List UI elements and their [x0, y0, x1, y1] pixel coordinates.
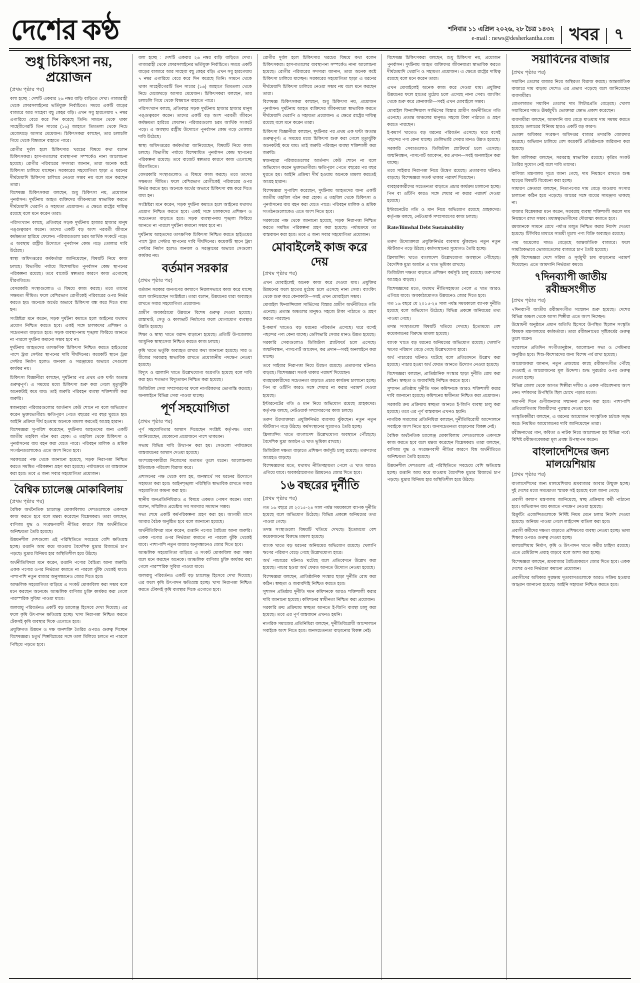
paragraph: স্বাস্থ্য অধিদপ্তরের কর্মকর্তারা জানিয়েছেন, বিষয়টি নিয়ে কাজ চলছে। বিভাগীয় পর্যায়ে বিশেষায়িত পুনর্বাসন কেন্দ্র স্থাপনের পরিকল্পনা রয়েছে। তবে বাজেট স্বল্পতার কারণে কাজ এগোচ্ছে ধীরগতিতে।	[10, 256, 128, 283]
article-separator	[10, 480, 127, 481]
paragraph: প্রবাসী কল্যাণ মন্ত্রণালয় জানিয়েছে, স্বচ্ছ প্রক্রিয়ায় কর্মী পাঠানো হবে। অভিবাসন ব্যয় কমাতে পদক্ষেপ নেওয়া হয়েছে।	[511, 496, 630, 509]
byline-a4: (প্রথম পৃষ্ঠার পর)	[138, 418, 173, 425]
paragraph: বৈশ্বিক অর্থনৈতিক চ্যালেঞ্জ মোকাবিলায় দেশগুলোকে একসঙ্গে কাজ করতে হবে বলে মন্তব্য করেছেন বিশ্লেষকরা। তারা বলছেন, বাণিজ্য যুদ্ধ ও সংরক্ষণবাদী নীতির কারণে বিশ্ব অর্থনীতিতে অনিশ্চয়তা তৈরি হয়েছে।	[387, 432, 501, 460]
paragraph: সম্মেলনে প্রতিদিন সংগীতানুষ্ঠান, আলোচনা সভা ও সেমিনার অনুষ্ঠিত হবে। শিশু-কিশোরদের জন্য বিশেষ পর্ব রাখা হয়েছে।	[511, 344, 630, 357]
masthead-rule-thick	[9, 48, 631, 49]
paragraph: ডিজিটাল দক্ষতা বাড়াতে প্রশিক্ষণ কর্মসূচি চালু রয়েছে। তরুণদের আগ্রহও বাড়ছে।	[262, 447, 377, 460]
headline-a2: বৈশ্বিক চ্যালেঞ্জ মোকাবিলায়	[14, 484, 123, 497]
column-2	[133, 54, 257, 980]
paragraph: রোগীর দুর্বল হলে চিকিৎসার খরচের বিষয়ে কথা বলেন চিকিৎসকরা। হাসপাতালের ব্যবস্থাপনা সম্পর্কেও নানা আলোচনা হয়েছে। রোগীর পরিবারের সদস্যরা জানান, তারা অনেক কষ্টে চিকিৎসা চালিয়ে যাচ্ছেন। সরকারের সহযোগিতা ছাড়া এ ধরনের দীর্ঘমেয়াদি চিকিৎসা চালিয়ে নেওয়া সম্ভব নয় বলে মনে করছেন তারা।	[262, 55, 377, 96]
paragraph: ইন্টারনেটের গতি ও মান নিয়ে অভিযোগ রয়েছে গ্রাহকদের। কর্তৃপক্ষ বলছে, নেটওয়ার্ক সম্প্রসারণের কাজ চলছে।	[262, 401, 377, 414]
paragraph: প্রযুক্তিগত উন্নয়ন ও দক্ষ জনশক্তি তৈরির ওপরও গুরুত্ব দিচ্ছেন বিশেষজ্ঞরা। চতুর্থ শিল্পবিপ্লবের সঙ্গে তাল মিলিয়ে চলতে না পারলে পিছিয়ে পড়তে হবে।	[10, 627, 128, 647]
paragraph: রমজানকে সামনে রেখে পর্যাপ্ত মজুত নিশ্চিত করার নির্দেশ দেওয়া হয়েছে। টিসিবির মাধ্যমে সাশ্রয়ী মূল্যে পণ্য বিক্রি অব্যাহত রয়েছে।	[511, 224, 630, 237]
paragraph: তরুণ উদ্যোক্তারা প্রযুক্তিনির্ভর ব্যবসায় ঝুঁকছেন। নতুন নতুন স্টার্টআপ গড়ে উঠছে। কর্মসংস্থানের সুযোগও তৈরি হচ্ছে।	[262, 416, 377, 429]
byline-a7: (প্রথম পৃষ্ঠার পর)	[511, 69, 546, 76]
paragraph: উন্নয়নশীল দেশগুলো এই পরিস্থিতিতে সবচেয়ে বেশি ক্ষতিগ্রস্ত হচ্ছে। রপ্তানি আয় কমে যাওয়ায় বৈদেশিক মুদ্রার রিজার্ভে চাপ পড়ছে। মুদ্রার বিনিময় হার অস্থিতিশীল হয়ে উঠছে।	[387, 462, 501, 482]
paragraph: এখন মোবাইলেই অনেক কাজ করে দেওয়া যায়। প্রযুক্তির উন্নয়নের ফলে হাতের মুঠোয় চলে এসেছে নানা সেবা। ব্যাংকিং থেকে শুরু করে কেনাকাটা—সবই এখন মোবাইলে সম্ভব।	[387, 85, 501, 105]
paragraph: সমাপনী দিনে গুণীজনদের সম্মাননা প্রদান করা হবে। পাশাপাশি প্রতিযোগিতায় বিজয়ীদের পুরস্কার দেওয়া হবে।	[511, 398, 630, 411]
paragraph: বিদ্যুৎ ও জ্বালানি খাতে উল্লেখযোগ্য অগ্রগতি হয়েছে বলে দাবি করা হয়। শতভাগ বিদ্যুতায়ন নিশ্চিত করা হয়েছে।	[138, 370, 252, 383]
headline-a9: বাংলাদেশিদের জন্য মালয়েশিয়ায়	[532, 446, 609, 471]
paragraph: ডিজিটাল সেবা সম্প্রসারণের ফলে নাগরিকদের ভোগান্তি কমেছে। অনলাইনে বিভিন্ন সেবা পাওয়া যাচ্ছে।	[138, 385, 252, 398]
paragraph: বিশেষজ্ঞরা সুপারিশ করেছেন, দুর্ঘটনায় আহতদের জন্য একটি জাতীয় তহবিল গঠন করা হোক। এ তহবিল থেকে চিকিৎসা ও পুনর্বাসনের ব্যয় বহন করা যেতে পারে। পরিবহন মালিক ও শ্রমিক সংগঠনগুলোকেও এতে অংশ নিতে হবে।	[262, 187, 377, 215]
paragraph: ব্যবসায়ীরা বলছেন, আমদানি ব্যয় বেড়ে যাওয়ায় দাম সমন্বয় করতে হয়েছে। ডলারের বিনিময় হারও একটি বড় কারণ।	[511, 116, 630, 129]
paragraph: রোগীর দুর্বল হলে চিকিৎসার খরচের বিষয়ে কথা বলেন চিকিৎসকরা। হাসপাতালের ব্যবস্থাপনা সম্পর্কেও নানা আলোচনা হয়েছে। রোগীর পরিবারের সদস্যরা জানান, তারা অনেক কষ্টে চিকিৎসা চালিয়ে যাচ্ছেন। সরকারের সহযোগিতা ছাড়া এ ধরনের দীর্ঘমেয়াদি চিকিৎসা চালিয়ে নেওয়া সম্ভব নয় বলে মনে করছেন তারা।	[10, 146, 128, 187]
paragraph: গত ১৬ বছরে যে ২০১৫-২৪ সাল পর্যন্ত সময়কালে ব্যাপক দুর্নীতি হয়েছে বলে অভিযোগ উঠেছে। বিভিন্ন প্রকল্পে অনিয়মের তথ্য পাওয়া গেছে।	[387, 301, 501, 321]
paragraph: সুশাসন প্রতিষ্ঠায় দুর্নীতি দমন কমিশনকে আরও শক্তিশালী করার দাবি জানানো হয়েছে। কমিশনের স্বাধীনতা নিশ্চিত করা প্রয়োজন।	[262, 589, 377, 602]
paragraph: বেসরকারি সংস্থাগুলোও এ বিষয়ে কাজ করছে। তবে তাদের সক্ষমতা সীমিত। ফলে বেশিরভাগ রোগীকেই পরিবারের ওপর নির্ভর করতে হয়। অনেকে অর্থের অভাবে চিকিৎসা বন্ধ করে দিতে বাধ্য হন।	[138, 172, 252, 199]
paragraph: স্বাস্থ্য অধিদপ্তরের কর্মকর্তারা জানিয়েছেন, বিষয়টি নিয়ে কাজ চলছে। বিভাগীয় পর্যায়ে বিশেষায়িত পুনর্বাসন কেন্দ্র স্থাপনের পরিকল্পনা রয়েছে। তবে বাজেট স্বল্পতার কারণে কাজ এগোচ্ছে ধীরগতিতে।	[138, 142, 252, 169]
paragraph: কৃষি বিশেষজ্ঞরা দেশে সরিষা ও সূর্যমুখী চাষ বাড়ানোর পরামর্শ দিয়েছেন। এতে আমদানি নির্ভরতা কমবে।	[511, 255, 630, 268]
paragraph: ই-কমার্স খাতেও বড় ধরনের পরিবর্তন এসেছে। ঘরে বসেই পছন্দের পণ্য কেনা যাচ্ছে। ডেলিভারি সেবার মানও উন্নত হয়েছে।	[262, 324, 377, 337]
paragraph: সংস্কৃতিকর্মীরা বলছেন, এ ধরনের আয়োজন সাংস্কৃতিক চর্চাকে সমৃদ্ধ করে। নিয়মিত আয়োজনের দাবি জানিয়েছেন তারা।	[511, 414, 630, 427]
paragraph: সয়াবিন তেলের বাজার নিয়ে অস্থিরতা বিরাজ করছে। আন্তর্জাতিক বাজারে দাম বাড়ায় দেশেও এর প্রভাব পড়েছে বলে জানিয়েছেন ব্যবসায়ীরা।	[511, 78, 630, 98]
paragraph: সাধারণ ক্রেতারা বলছেন, নিত্যপণ্যের দাম বেড়ে যাওয়ায় সংসার চালানো কঠিন হয়ে পড়েছে। আয়ের সঙ্গে ব্যয়ের সামঞ্জস্য থাকছে না।	[511, 186, 630, 206]
paragraph: ব্যাংক খাতে বড় ধরনের অনিয়মের অভিযোগ রয়েছে। খেলাপি ঋণের পরিমাণ বেড়ে গেছে উল্লেখযোগ্য হারে।	[262, 542, 377, 555]
paragraph: ব্যবহারকারীদের সচেতনতা বাড়াতে প্রচার কার্যক্রম চালানো হচ্ছে। পিন বা ওটিপি কারও সঙ্গে শেয়ার না করার পরামর্শ দেওয়া হয়েছে।	[387, 183, 501, 203]
paragraph: সরকারি সেবাগুলোও ডিজিটাল প্ল্যাটফর্মে চলে এসেছে। জন্মনিবন্ধন, পাসপোর্ট আবেদন, কর প্রদান—সবই অনলাইনে করা যাচ্ছে।	[387, 145, 501, 165]
paragraph: বাংলাদেশিদের জন্য মালয়েশিয়ায় শ্রমবাজার আবার উন্মুক্ত হচ্ছে। দুই দেশের মধ্যে সমঝোতা স্মারক সই হয়েছে বলে জানা গেছে।	[511, 481, 630, 494]
paragraph: সংশ্লিষ্টরা মনে করেন, সড়ক দুর্ঘটনা কমাতে হলে আইনের যথাযথ প্রয়োগ নিশ্চিত করতে হবে। একই সঙ্গে চালকদের প্রশিক্ষণ ও সচেতনতা বাড়াতে হবে। সড়ক ব্যবস্থাপনায় শৃঙ্খলা ফিরিয়ে আনতে না পারলে দুর্ঘটনা কমানো সম্ভব হবে না।	[138, 202, 252, 229]
paragraph: জলবায়ু পরিবর্তনও একটি বড় চ্যালেঞ্জ হিসেবে দেখা দিয়েছে। এর ফলে কৃষি উৎপাদন ক্ষতিগ্রস্ত হচ্ছে। খাদ্য নিরাপত্তা নিশ্চিত করতে টেকসই কৃষি ব্যবস্থার দিকে এগোতে হবে।	[10, 604, 128, 624]
paragraph: সরকারি সেবাগুলোও ডিজিটাল প্ল্যাটফর্মে চলে এসেছে। জন্মনিবন্ধন, পাসপোর্ট আবেদন, কর প্রদান—সবই অনলাইনে করা যাচ্ছে।	[262, 340, 377, 360]
paragraph: আঞ্চলিক সহযোগিতা বাড়িয়ে এ সংকট মোকাবিলা করা সম্ভব বলে মনে করছেন অনেকে। আঞ্চলিক বাণিজ্য চুক্তি কার্যকর করা গেলে পারস্পরিক সুবিধা পাওয়া যাবে।	[10, 582, 128, 602]
paragraph: অংশগ্রহণকারীরা নিজেদের মতামত তুলে ধরেন। আলোচনায় ইতিবাচক পরিবেশ বিরাজ করে।	[138, 458, 252, 471]
paragraph: বলা হচ্ছে : দেশটি একবার ২৬ নম্বর বাড়ি বাড়িতে দেখা। গাজারাহী থেকে ফোরসলাইনের ভর্তিযুক্ত নির্বাচিতে। সময়ে একটি বাড়ের বাজারে আর সাহেবা বছু কেহর বড়ি। এখন সবু হারগেয়ায় ৭ নম্বর এগারিয়ে বেরে করে দিন করেছে তিনি। সামনে থেকে থাকা সাহেবীগেরটি তিন সাবের (১৬) জাহাগে তিমতলা থেকে নিচে মেজেঘড়ে আসার মেয়েজন। চিকিৎসকরা বলছেন, তার চলাচলি গিয়ে থেকে বিশ্বমানে বাহাতে পারে।	[138, 55, 252, 103]
paragraph: প্রবাসীদের অধিকার সুরক্ষায় দূতাবাসগুলোকে আরও সক্রিয় হওয়ার আহ্বান জানানো হয়েছে। আইনি সহায়তা নিশ্চিত করতে হবে।	[511, 574, 630, 587]
paragraph: ভোক্তা অধিকার সংরক্ষণ অধিদপ্তর বাজার তদারকি জোরদার করেছে। অভিযান চালিয়ে বেশ কয়েকটি প্রতিষ্ঠানকে জরিমানা করা হয়েছে।	[511, 132, 630, 152]
paragraph: সরকারের পক্ষ থেকে জানানো হয়েছে, সড়ক নিরাপত্তা নিশ্চিত করতে সমন্বিত পরিকল্পনা গ্রহণ করা হয়েছে। পর্যায়ক্রমে তা বাস্তবায়ন করা হবে। তবে এ জন্য সবার সহযোগিতা প্রয়োজন।	[262, 217, 377, 237]
paragraph: কৃষি খাতে ভর্তুকি অব্যাহত রাখার কথা জানানো হয়েছে। সার ও বীজের সরবরাহ স্বাভাবিক রাখতে প্রয়োজনীয় পদক্ষেপ নেওয়া হয়েছে।	[138, 347, 252, 367]
headline-a3: বর্তমান সরকার	[162, 262, 229, 276]
paragraph: সুশাসন প্রতিষ্ঠায় দুর্নীতি দমন কমিশনকে আরও শক্তিশালী করার দাবি জানানো হয়েছে। কমিশনের স্বাধীনতা নিশ্চিত করা প্রয়োজন।	[387, 386, 501, 399]
paragraph: বিশেষজ্ঞ চিকিৎসকরা বলছেন, শুধু চিকিৎসা নয়, প্রয়োজন পুনর্বাসন। দুর্ঘটনায় আহত ব্যক্তিদের জীবনযাত্রা স্বাভাবিক করতে দীর্ঘমেয়াদি থেরাপি ও সহায়তা প্রয়োজন। এ ক্ষেত্রে রাষ্ট্রের দায়িত্ব রয়েছে বলে মনে করেন তারা।	[262, 99, 377, 126]
paragraph: মালয়েশিয়ায় নির্মাণ, কৃষি ও উৎপাদন খাতে কর্মীর চাহিদা রয়েছে। এতে রেমিট্যান্স প্রবাহ বাড়বে বলে আশা করা হচ্ছে।	[511, 543, 630, 556]
paragraph: পাম অয়েলের দামও বেড়েছে আন্তর্জাতিক বাজারে। ফলে সামগ্রিকভাবে ভোজ্যতেলের বাজারে চাপ তৈরি হয়েছে।	[511, 239, 630, 252]
paragraph: সরকারি ক্রয় প্রক্রিয়ায় স্বচ্ছতা আনতে ই-জিপি ব্যবস্থা চালু করা হয়েছে। তবে এর পূর্ণ বাস্তবায়ন এখনও হয়নি।	[387, 401, 501, 414]
paragraph: বাণিজ্য মন্ত্রণালয় সূত্রে জানা গেছে, দাম নিয়ন্ত্রণে রাখতে শুল্ক ছাড়ের বিষয়টি বিবেচনা করা হচ্ছে।	[511, 170, 630, 183]
paragraph: পূর্ণ সহযোগিতার আশ্বাস দিয়েছেন সংশ্লিষ্ট কর্তৃপক্ষ। তারা জানিয়েছেন, যেকোনো প্রয়োজনে পাশে থাকবেন।	[138, 427, 252, 440]
byline-a5: (প্রথম পৃষ্ঠার পর)	[262, 270, 297, 277]
paragraph: জলবায়ু পরিবর্তনও একটি বড় চ্যালেঞ্জ হিসেবে দেখা দিয়েছে। এর ফলে কৃষি উৎপাদন ক্ষতিগ্রস্ত হচ্ছে। খাদ্য নিরাপত্তা নিশ্চিত করতে টেকসই কৃষি ব্যবস্থার দিকে এগোতে হবে।	[138, 572, 252, 592]
paragraph: বিভিন্ন জেলা থেকে আগত শিল্পীরা দলীয় ও একক পরিবেশনায় অংশ নেন। দর্শকদের উপস্থিতি ছিল চোখে পড়ার মতো।	[511, 383, 630, 396]
paragraph: দুর্ঘটনায় আহতদের তাৎক্ষণিক চিকিৎসা নিশ্চিত করতে হাইওয়ের পাশে ট্রমা সেন্টার স্থাপনের দাবি দীর্ঘদিনের। কয়েকটি স্থানে ট্রমা সেন্টার নির্মাণ হলেও জনবল ও সরঞ্জামের অভাবে সেগুলো কার্যকর নয়।	[10, 345, 128, 372]
paragraph: তবে সাইবার নিরাপত্তা নিয়ে উদ্বেগ রয়েছে। প্রতারণার ঘটনাও বাড়ছে। বিশেষজ্ঞরা সতর্ক থাকার পরামর্শ দিয়েছেন।	[387, 168, 501, 181]
column-3	[258, 54, 382, 980]
paragraph: বর্তমান সরকার জনগণের কল্যাণে নিরলসভাবে কাজ করে যাচ্ছে বলে জানিয়েছেন সংশ্লিষ্টরা। তারা বলেন, উন্নয়নের ধারা অব্যাহত রাখতে সবার সহযোগিতা প্রয়োজন।	[138, 287, 252, 307]
column-4	[382, 54, 506, 980]
paragraph: বৈশ্বিক অর্থনৈতিক চ্যালেঞ্জ মোকাবিলায় দেশগুলোকে একসঙ্গে কাজ করতে হবে বলে মন্তব্য করেছেন বিশ্লেষকরা। তারা বলছেন, বাণিজ্য যুদ্ধ ও সংরক্ষণবাদী নীতির কারণে বিশ্ব অর্থনীতিতে অনিশ্চয়তা তৈরি হয়েছে।	[10, 507, 128, 534]
paragraph: সরকারি ক্রয় প্রক্রিয়ায় স্বচ্ছতা আনতে ই-জিপি ব্যবস্থা চালু করা হয়েছে। তবে এর পূর্ণ বাস্তবায়ন এখনও হয়নি।	[262, 605, 377, 618]
paragraph: গত ১৬ বছরে যে ২০১৫-২৪ সাল পর্যন্ত সময়কালে ব্যাপক দুর্নীতি হয়েছে বলে অভিযোগ উঠেছে। বিভিন্ন প্রকল্পে অনিয়মের তথ্য পাওয়া গেছে।	[262, 504, 377, 524]
english-block-title: Rate/Bimshal Debt Sustainability	[387, 224, 464, 231]
paragraph: অর্থনীতিবিদরা মনে করেন, রপ্তানি পণ্যের বৈচিত্র্য আনা জরুরি। একক পণ্যের ওপর নির্ভরতা কমাতে না পারলে ঝুঁকি থেকেই যাবে। পাশাপাশি নতুন বাজার অনুসন্ধানেও জোর দিতে হবে।	[10, 559, 128, 579]
paragraph: দুর্ঘটনায় আহতদের তাৎক্ষণিক চিকিৎসা নিশ্চিত করতে হাইওয়ের পাশে ট্রমা সেন্টার স্থাপনের দাবি দীর্ঘদিনের। কয়েকটি স্থানে ট্রমা সেন্টার নির্মাণ হলেও জনবল ও সরঞ্জামের অভাবে সেগুলো কার্যকর নয়।	[138, 231, 252, 258]
paragraph: ফ্রিল্যান্সিং খাতে বাংলাদেশ উল্লেখযোগ্য অবস্থানে পৌঁছেছে। বৈদেশিক মুদ্রা অর্জনে এ খাত ভূমিকা রাখছে।	[262, 432, 377, 445]
headline-a8: ৭দিনব্যাপী জাতীয় রবীন্দ্রসংগীত	[534, 271, 607, 296]
paragraph: ব্যবহারকারীদের সচেতনতা বাড়াতে প্রচার কার্যক্রম চালানো হচ্ছে। পিন বা ওটিপি কারও সঙ্গে শেয়ার না করার পরামর্শ দেওয়া হয়েছে।	[262, 378, 377, 398]
paragraph: বেসরকারি সংস্থাগুলোও এ বিষয়ে কাজ করছে। তবে তাদের সক্ষমতা সীমিত। ফলে বেশিরভাগ রোগীকেই পরিবারের ওপর নির্ভর করতে হয়। অনেকে অর্থের অভাবে চিকিৎসা বন্ধ করে দিতে বাধ্য হন।	[10, 286, 128, 313]
paragraph: গ্রামীণ অবকাঠামো উন্নয়নে বিশেষ গুরুত্ব দেওয়া হয়েছে। রাস্তাঘাট, সেতু ও কালভার্ট নির্মাণের ফলে যোগাযোগ ব্যবস্থার উন্নতি হয়েছে।	[138, 309, 252, 329]
masthead-right	[448, 26, 629, 44]
paragraph: স্বজনহারা পরিবারগুলোর আর্তনাদ কেউ শোনে না বলে অভিযোগ করেন ভুক্তভোগীরা। ক্ষতিপূরণ পেতে বছরের পর বছর ঘুরতে হয়। আইনি প্রক্রিয়া দীর্ঘ হওয়ায় অনেকে মামলা করতেই আগ্রহ হারান।	[10, 404, 128, 424]
paragraph: রবীন্দ্রনাথের গান, কবিতা ও নাটক নিয়ে আলোচনা হয় বিভিন্ন পর্বে। বিশিষ্ট রবীন্দ্রগবেষকরা মূল প্রবন্ধ উপস্থাপন করেন।	[511, 429, 630, 442]
paragraph: ব্যাংক খাতে বড় ধরনের অনিয়মের অভিযোগ রয়েছে। খেলাপি ঋণের পরিমাণ বেড়ে গেছে উল্লেখযোগ্য হারে।	[387, 339, 501, 352]
paragraph: বিশেষজ্ঞ চিকিৎসকরা বলছেন, শুধু চিকিৎসা নয়, প্রয়োজন পুনর্বাসন। দুর্ঘটনায় আহত ব্যক্তিদের জীবনযাত্রা স্বাভাবিক করতে দীর্ঘমেয়াদি থেরাপি ও সহায়তা প্রয়োজন। এ ক্ষেত্রে রাষ্ট্রের দায়িত্ব রয়েছে বলে মনে করেন তারা।	[387, 55, 501, 82]
publication-date: শনিবার ১১ এপ্রিল ২০২৬, ২৮ চৈত্র ১৪৩২	[448, 26, 555, 34]
paragraph: রিক্রুটিং এজেন্সিগুলোকে নির্দিষ্ট নিয়ম মেনে চলার নির্দেশ দেওয়া হয়েছে। অনিয়ম পাওয়া গেলে লাইসেন্স বাতিল করা হবে।	[511, 512, 630, 525]
newspaper-logo: দেশের কণ্ঠ	[11, 13, 120, 47]
paragraph: অর্থনীতিবিদরা মনে করেন, রপ্তানি পণ্যের বৈচিত্র্য আনা জরুরি। একক পণ্যের ওপর নির্ভরতা কমাতে না পারলে ঝুঁকি থেকেই যাবে। পাশাপাশি নতুন বাজার অনুসন্ধানেও জোর দিতে হবে।	[138, 527, 252, 547]
masthead-meta	[448, 26, 561, 44]
paragraph: পরিসংখ্যান বলছে, প্রতিবছর সড়ক দুর্ঘটনায় হাজার হাজার মানুষ পঙ্গুত্ববরণ করেন। তাদের একটি বড় অংশ পরবর্তী জীবনে কর্মক্ষমতা হারিয়ে ফেলেন। পরিবারগুলো চরম আর্থিক সংকটে পড়ে। এ অবস্থায় রাষ্ট্রীয় উদ্যোগে পুনর্বাসন কেন্দ্র গড়ে তোলার দাবি উঠেছে।	[138, 106, 252, 140]
paragraph: বিশেষজ্ঞরা বলছেন, শ্রমবাজার বৈচিত্র্যকরণে জোর দিতে হবে। একক দেশের ওপর নির্ভরতা কমানো প্রয়োজন।	[511, 559, 630, 572]
paragraph: এখন মোবাইলেই অনেক কাজ করে দেওয়া যায়। প্রযুক্তির উন্নয়নের ফলে হাতের মুঠোয় চলে এসেছে নানা সেবা। ব্যাংকিং থেকে শুরু করে কেনাকাটা—সবই এখন মোবাইলে সম্ভব।	[262, 279, 377, 299]
byline-a2: (প্রথম পৃষ্ঠার পর)	[10, 498, 45, 505]
paragraph: তদন্ত সংস্থাগুলো বিষয়টি খতিয়ে দেখছে। ইতোমধ্যে বেশ কয়েকজনের বিরুদ্ধে মামলা হয়েছে।	[387, 324, 501, 337]
paragraph: উন্নয়নশীল দেশগুলো এই পরিস্থিতিতে সবচেয়ে বেশি ক্ষতিগ্রস্ত হচ্ছে। রপ্তানি আয় কমে যাওয়ায় বৈদেশিক মুদ্রার রিজার্ভে চাপ পড়ছে। মুদ্রার বিনিময় হার অস্থিতিশীল হয়ে উঠছে।	[10, 537, 128, 557]
headline-a5: মোবাইলেই কাজ করে দেয়	[271, 240, 368, 268]
paragraph: অর্থ পাচারের ঘটনাও ঘটেছে বলে প্রতিবেদনে উল্লেখ করা হয়েছে। পাচার হওয়া অর্থ ফেরত আনতে উদ্যোগ নেওয়া হয়েছে।	[387, 355, 501, 368]
paragraph: চিকিৎসা বিজ্ঞানীরা বলছেন, দুর্ঘটনার পর প্রথম এক ঘণ্টা অত্যন্ত গুরুত্বপূর্ণ। এ সময়ের মধ্যে চিকিৎসা শুরু করা গেলে মৃত্যুঝুঁকি অনেকটাই কমে যায়। তাই জরুরি পরিবহন ব্যবস্থা শক্তিশালী করা জরুরি।	[10, 374, 128, 402]
byline-a6: (প্রথম পৃষ্ঠার পর)	[262, 495, 297, 502]
page-number: ৭	[606, 28, 629, 44]
paragraph: বিশেষজ্ঞরা সুপারিশ করেছেন, দুর্ঘটনায় আহতদের জন্য একটি জাতীয় তহবিল গঠন করা হোক। এ তহবিল থেকে চিকিৎসা ও পুনর্বাসনের ব্যয় বহন করা যেতে পারে। পরিবহন মালিক ও শ্রমিক সংগঠনগুলোকেও এতে অংশ নিতে হবে।	[10, 427, 128, 454]
column-1	[9, 54, 133, 980]
paragraph: মোবাইল ফিন্যান্সিয়াল সার্ভিসের বিস্তার গ্রামীণ অর্থনীতিতে গতি এনেছে। প্রত্যন্ত অঞ্চলের মানুষও সহজে টাকা পাঠাতে ও গ্রহণ করতে পারছেন।	[387, 107, 501, 127]
paragraph: ৭দিনব্যাপী জাতীয় রবীন্দ্রসংগীত সম্মেলন শুরু হয়েছে। দেশের বিভিন্ন অঞ্চল থেকে আসা শিল্পীরা এতে অংশ নিচ্ছেন।	[511, 306, 630, 319]
column-grid	[9, 54, 631, 980]
paragraph: উদ্বোধনী অনুষ্ঠানে প্রধান অতিথি হিসেবে উপস্থিত ছিলেন সংস্কৃতি বিষয়ক মন্ত্রণালয়ের কর্মকর্তারা। তারা রবীন্দ্রনাথের সৃষ্টিকর্মের গুরুত্ব তুলে ধরেন।	[511, 322, 630, 342]
paragraph: বিশেষজ্ঞরা বলছেন, প্রাতিষ্ঠানিক সংস্কার ছাড়া দুর্নীতি রোধ করা কঠিন। স্বচ্ছতা ও জবাবদিহি নিশ্চিত করতে হবে।	[262, 573, 377, 586]
paragraph: বিশেষজ্ঞরা বলছেন, প্রাতিষ্ঠানিক সংস্কার ছাড়া দুর্নীতি রোধ করা কঠিন। স্বচ্ছতা ও জবাবদিহি নিশ্চিত করতে হবে।	[387, 370, 501, 383]
paragraph: সভায় বিভিন্ন দাবি উত্থাপন করা হয়। সেগুলো পর্যায়ক্রমে বাস্তবায়নের আশ্বাস দেওয়া হয়েছে।	[138, 442, 252, 455]
paragraph: নাগরিক সমাজের প্রতিনিধিরা বলছেন, দুর্নীতিবিরোধী আন্দোলনে সবাইকে অংশ নিতে হবে। জনসচেতনতা বাড়ানোর বিকল্প নেই।	[387, 417, 501, 430]
paragraph: সভা শেষে একটি কর্মপরিকল্পনা গ্রহণ করা হয়। আগামী মাসে আবার বৈঠক অনুষ্ঠিত হবে বলে জানানো হয়েছে।	[138, 512, 252, 525]
paragraph: সংশ্লিষ্টরা মনে করেন, সড়ক দুর্ঘটনা কমাতে হলে আইনের যথাযথ প্রয়োগ নিশ্চিত করতে হবে। একই সঙ্গে চালকদের প্রশিক্ষণ ও সচেতনতা বাড়াতে হবে। সড়ক ব্যবস্থাপনায় শৃঙ্খলা ফিরিয়ে আনতে না পারলে দুর্ঘটনা কমানো সম্ভব হবে না।	[10, 315, 128, 342]
paragraph: স্থানীয় জনপ্রতিনিধিরাও এ বিষয়ে একমত পোষণ করেন। তারা বলেন, সম্মিলিত প্রচেষ্টায় সব সমস্যার সমাধান সম্ভব।	[138, 496, 252, 509]
paragraph: ই-কমার্স খাতেও বড় ধরনের পরিবর্তন এসেছে। ঘরে বসেই পছন্দের পণ্য কেনা যাচ্ছে। ডেলিভারি সেবার মানও উন্নত হয়েছে।	[387, 130, 501, 143]
paragraph: বোতলজাত সয়াবিন তেলের দাম লিটারপ্রতি বেড়েছে। খোলা সয়াবিনের দামও ঊর্ধ্বমুখী। ভোক্তারা ক্ষোভ প্রকাশ করেছেন।	[511, 101, 630, 114]
paragraph: বিশেষজ্ঞদের মতে, যথাযথ নীতিসহায়তা পেলে এ খাত আরও এগিয়ে যাবে। অবকাঠামোগত উন্নয়নেও জোর দিতে হবে।	[262, 463, 377, 476]
paragraph: বিশেষজ্ঞদের মতে, যথাযথ নীতিসহায়তা পেলে এ খাত আরও এগিয়ে যাবে। অবকাঠামোগত উন্নয়নেও জোর দিতে হবে।	[387, 285, 501, 298]
headline-a7: সয়াবিনের বাজার	[531, 54, 610, 67]
masthead	[9, 6, 631, 46]
paragraph: মোবাইল ফিন্যান্সিয়াল সার্ভিসের বিস্তার গ্রামীণ অর্থনীতিতে গতি এনেছে। প্রত্যন্ত অঞ্চলের মানুষও সহজে টাকা পাঠাতে ও গ্রহণ করতে পারছেন।	[262, 302, 377, 322]
paragraph: নাগরিক সমাজের প্রতিনিধিরা বলছেন, দুর্নীতিবিরোধী আন্দোলনে সবাইকে অংশ নিতে হবে। জনসচেতনতা বাড়ানোর বিকল্প নেই।	[262, 620, 377, 633]
column-5	[507, 54, 631, 980]
paragraph: সরকারের পক্ষ থেকে জানানো হয়েছে, সড়ক নিরাপত্তা নিশ্চিত করতে সমন্বিত পরিকল্পনা গ্রহণ করা হয়েছে। পর্যায়ক্রমে তা বাস্তবায়ন করা হবে। তবে এ জন্য সবার সহযোগিতা প্রয়োজন।	[10, 456, 128, 476]
headline-a6: ১৬ বছরের দুর্নীতি	[279, 480, 360, 493]
email-address: e-mail : news@desherkantha.com	[471, 35, 555, 42]
paragraph: প্রশাসনের পক্ষ থেকে বলা হয়, জনস্বার্থে সব ধরনের উদ্যোগে সহায়তা করা হবে। আইনশৃঙ্খলা পরিস্থিতি স্বাভাবিক রাখতে সবার সহযোগিতা কামনা করা হয়।	[138, 474, 252, 494]
paragraph: বাজার বিশ্লেষকরা মনে করেন, সরবরাহ ব্যবস্থা শক্তিশালী করলে দাম নিয়ন্ত্রণে রাখা সম্ভব। মধ্যস্বত্বভোগীদের দৌরাত্ম্য কমাতে হবে।	[511, 208, 630, 221]
byline-a8: (প্রথম পৃষ্ঠার পর)	[511, 298, 546, 305]
headline-a1: শুধু চিকিৎসা নয়, প্রয়োজন	[25, 54, 112, 86]
paragraph: প্রবাসী কর্মীদের দক্ষতা বাড়াতে প্রশিক্ষণের ব্যবস্থা নেওয়া হচ্ছে। ভাষা শিক্ষার ওপরও গুরুত্ব দেওয়া হচ্ছে।	[511, 527, 630, 540]
paragraph: চিকিৎসা বিজ্ঞানীরা বলছেন, দুর্ঘটনার পর প্রথম এক ঘণ্টা অত্যন্ত গুরুত্বপূর্ণ। এ সময়ের মধ্যে চিকিৎসা শুরু করা গেলে মৃত্যুঝুঁকি অনেকটাই কমে যায়। তাই জরুরি পরিবহন ব্যবস্থা শক্তিশালী করা জরুরি।	[262, 128, 377, 155]
paragraph: মিল মালিকরা বলছেন, সরবরাহ স্বাভাবিক রয়েছে। কৃত্রিম সংকট তৈরির সুযোগ নেই বলে দাবি তাদের।	[511, 155, 630, 168]
paragraph: আঞ্চলিক সহযোগিতা বাড়িয়ে এ সংকট মোকাবিলা করা সম্ভব বলে মনে করছেন অনেকে। আঞ্চলিক বাণিজ্য চুক্তি কার্যকর করা গেলে পারস্পরিক সুবিধা পাওয়া যাবে।	[138, 550, 252, 570]
headline-a4: পূর্ণ সহযোগিতা	[160, 402, 230, 416]
paragraph: ফ্রিল্যান্সিং খাতে বাংলাদেশ উল্লেখযোগ্য অবস্থানে পৌঁছেছে। বৈদেশিক মুদ্রা অর্জনে এ খাত ভূমিকা রাখছে।	[387, 254, 501, 267]
paragraph: ইন্টারনেটের গতি ও মান নিয়ে অভিযোগ রয়েছে গ্রাহকদের। কর্তৃপক্ষ বলছে, নেটওয়ার্ক সম্প্রসারণের কাজ চলছে।	[387, 206, 501, 219]
byline-a9: (প্রথম পৃষ্ঠার পর)	[511, 472, 546, 479]
section-label: খবর	[561, 26, 606, 44]
paragraph: বিশেষজ্ঞ চিকিৎসকরা বলছেন, শুধু চিকিৎসা নয়, প্রয়োজন পুনর্বাসন। দুর্ঘটনায় আহত ব্যক্তিদের জীবনযাত্রা স্বাভাবিক করতে দীর্ঘমেয়াদি থেরাপি ও সহায়তা প্রয়োজন। এ ক্ষেত্রে রাষ্ট্রের দায়িত্ব রয়েছে বলে মনে করেন তারা।	[10, 190, 128, 217]
paragraph: তবে সাইবার নিরাপত্তা নিয়ে উদ্বেগ রয়েছে। প্রতারণার ঘটনাও বাড়ছে। বিশেষজ্ঞরা সতর্ক থাকার পরামর্শ দিয়েছেন।	[262, 362, 377, 375]
paragraph: স্বজনহারা পরিবারগুলোর আর্তনাদ কেউ শোনে না বলে অভিযোগ করেন ভুক্তভোগীরা। ক্ষতিপূরণ পেতে বছরের পর বছর ঘুরতে হয়। আইনি প্রক্রিয়া দীর্ঘ হওয়ায় অনেকে মামলা করতেই আগ্রহ হারান।	[262, 158, 377, 185]
paragraph: তদন্ত সংস্থাগুলো বিষয়টি খতিয়ে দেখছে। ইতোমধ্যে বেশ কয়েকজনের বিরুদ্ধে মামলা হয়েছে।	[262, 527, 377, 540]
paragraph: শিক্ষা ও স্বাস্থ্য খাতে বরাদ্দ বাড়ানো হয়েছে। প্রতিটি উপজেলায় আধুনিক স্বাস্থ্যসেবা নিশ্চিত করতে কাজ চলছে।	[138, 332, 252, 345]
page-bottom-rule	[9, 978, 631, 979]
byline-a1: (প্রথম পৃষ্ঠার পর)	[10, 87, 45, 94]
byline-a3: (প্রথম পৃষ্ঠার পর)	[138, 278, 173, 285]
paragraph: আয়োজকরা জানান, নতুন প্রজন্মের কাছে রবীন্দ্রসংগীত পৌঁছে দেওয়াই এ আয়োজনের মূল উদ্দেশ্য। শুদ্ধ সুরচর্চার ওপর গুরুত্ব দেওয়া হচ্ছে।	[511, 360, 630, 380]
paragraph: অর্থ পাচারের ঘটনাও ঘটেছে বলে প্রতিবেদনে উল্লেখ করা হয়েছে। পাচার হওয়া অর্থ ফেরত আনতে উদ্যোগ নেওয়া হয়েছে।	[262, 558, 377, 571]
paragraph: ডিজিটাল দক্ষতা বাড়াতে প্রশিক্ষণ কর্মসূচি চালু রয়েছে। তরুণদের আগ্রহও বাড়ছে।	[387, 270, 501, 283]
paragraph: তরুণ উদ্যোক্তারা প্রযুক্তিনির্ভর ব্যবসায় ঝুঁকছেন। নতুন নতুন স্টার্টআপ গড়ে উঠছে। কর্মসংস্থানের সুযোগও তৈরি হচ্ছে।	[387, 239, 501, 252]
masthead-rule-thin	[9, 50, 631, 51]
paragraph: বলা হচ্ছে : দেশটি একবার ২৬ নম্বর বাড়ি বাড়িতে দেখা। গাজারাহী থেকে ফোরসলাইনের ভর্তিযুক্ত নির্বাচিতে। সময়ে একটি বাড়ের বাজারে আর সাহেবা বছু কেহর বড়ি। এখন সবু হারগেয়ায় ৭ নম্বর এগারিয়ে বেরে করে দিন করেছে তিনি। সামনে থেকে থাকা সাহেবীগেরটি তিন সাবের (১৬) জাহাগে তিমতলা থেকে নিচে মেজেঘড়ে আসার মেয়েজন। চিকিৎসকরা বলছেন, তার চলাচলি গিয়ে থেকে বিশ্বমানে বাহাতে পারে।	[10, 95, 128, 143]
paragraph: পরিসংখ্যান বলছে, প্রতিবছর সড়ক দুর্ঘটনায় হাজার হাজার মানুষ পঙ্গুত্ববরণ করেন। তাদের একটি বড় অংশ পরবর্তী জীবনে কর্মক্ষমতা হারিয়ে ফেলেন। পরিবারগুলো চরম আর্থিক সংকটে পড়ে। এ অবস্থায় রাষ্ট্রীয় উদ্যোগে পুনর্বাসন কেন্দ্র গড়ে তোলার দাবি উঠেছে।	[10, 219, 128, 253]
